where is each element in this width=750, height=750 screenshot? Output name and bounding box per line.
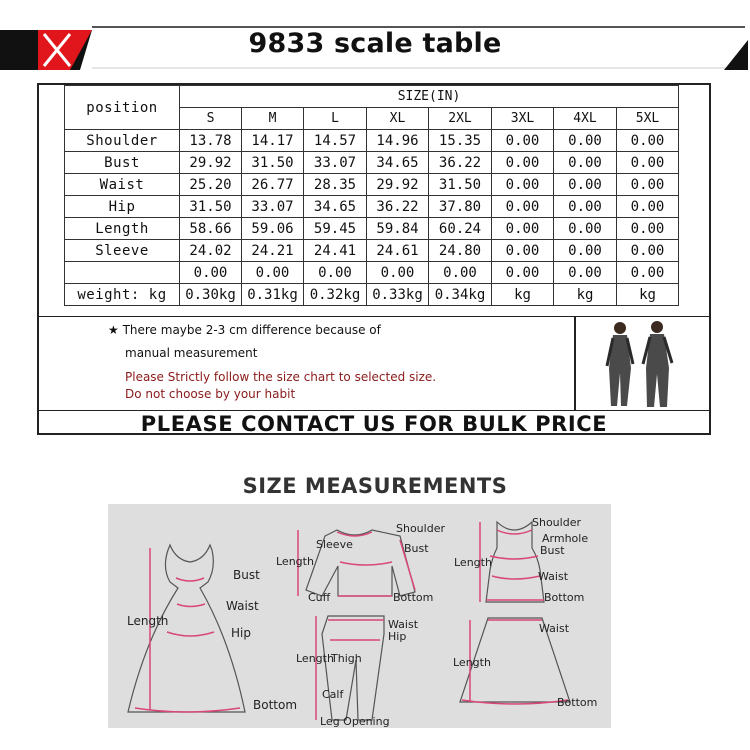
table-cell: 26.77 (242, 174, 304, 196)
table-cell: kg (617, 284, 679, 306)
table-cell: 34.65 (367, 152, 429, 174)
size-label: XL (367, 108, 429, 130)
note-follow-chart: Please Strictly follow the size chart to selected size. (125, 370, 437, 384)
table-cell: 36.22 (367, 196, 429, 218)
tank-bust-label: Bust (540, 544, 565, 557)
table-cell: 0.00 (492, 262, 554, 284)
table-cell: kg (554, 284, 617, 306)
row-label: Waist (65, 174, 180, 196)
table-cell: 0.00 (617, 174, 679, 196)
position-header: position (65, 86, 180, 130)
tank-shoulder-label: Shoulder (532, 516, 581, 529)
table-cell: 24.02 (180, 240, 242, 262)
skirt-bottom-label: Bottom (557, 696, 598, 709)
table-cell: 0.00 (242, 262, 304, 284)
size-label: 3XL (492, 108, 554, 130)
table-cell: 0.00 (492, 218, 554, 240)
table-cell: 0.00 (492, 130, 554, 152)
table-cell: 37.80 (429, 196, 492, 218)
pants-outline-icon (322, 616, 384, 720)
table-cell: 31.50 (429, 174, 492, 196)
pants-thigh-label: Thigh (331, 652, 362, 665)
note-habit: Do not choose by your habit (125, 387, 296, 401)
top-shoulder-label: Shoulder (396, 522, 445, 535)
table-cell: 14.17 (242, 130, 304, 152)
table-cell: 0.30kg (180, 284, 242, 306)
table-cell: 33.07 (304, 152, 367, 174)
row-label: Shoulder (65, 130, 180, 152)
dress-outline-icon (128, 545, 245, 712)
table-cell: 24.61 (367, 240, 429, 262)
table-cell: 29.92 (367, 174, 429, 196)
dress-hip-label: Hip (231, 626, 251, 640)
top-sleeve-label: Sleeve (316, 538, 353, 551)
dress-bottom-label: Bottom (253, 698, 298, 712)
table-cell: 29.92 (180, 152, 242, 174)
bulk-price-banner: PLEASE CONTACT US FOR BULK PRICE (37, 410, 711, 436)
table-cell: 36.22 (429, 152, 492, 174)
table-cell: 0.00 (429, 262, 492, 284)
dress-waist-label: Waist (226, 599, 259, 613)
table-cell: 59.06 (242, 218, 304, 240)
table-cell: 0.00 (492, 196, 554, 218)
table-cell: 0.33kg (367, 284, 429, 306)
table-cell: 59.84 (367, 218, 429, 240)
table-cell: 0.00 (554, 174, 617, 196)
size-label: S (180, 108, 242, 130)
table-cell: 0.00 (554, 262, 617, 284)
tank-length-label: Length (454, 556, 492, 569)
pants-waist-label: Waist (388, 618, 419, 631)
table-cell: 0.34kg (429, 284, 492, 306)
table-cell: 34.65 (304, 196, 367, 218)
table-cell: 0.31kg (242, 284, 304, 306)
table-cell: 0.32kg (304, 284, 367, 306)
table-cell: 0.00 (617, 262, 679, 284)
table-cell: 0.00 (617, 130, 679, 152)
table-cell: 60.24 (429, 218, 492, 240)
top-cuff-label: Cuff (308, 591, 331, 604)
table-cell: 0.00 (617, 152, 679, 174)
table-cell: 31.50 (242, 152, 304, 174)
tank-bottom-label: Bottom (544, 591, 585, 604)
pants-length-label: Length (296, 652, 334, 665)
table-cell: 58.66 (180, 218, 242, 240)
table-cell: 0.00 (554, 218, 617, 240)
table-cell: 28.35 (304, 174, 367, 196)
table-cell: 0.00 (554, 240, 617, 262)
table-cell: 59.45 (304, 218, 367, 240)
pants-hip-label: Hip (388, 630, 407, 643)
table-cell: 0.00 (617, 218, 679, 240)
row-label: Hip (65, 196, 180, 218)
size-header: SIZE(IN) (180, 86, 679, 108)
table-cell: 0.00 (492, 174, 554, 196)
table-cell: 0.00 (554, 130, 617, 152)
table-cell: 31.50 (180, 196, 242, 218)
row-label: Bust (65, 152, 180, 174)
measurements-title: SIZE MEASUREMENTS (242, 474, 508, 498)
dress-length-label: Length (127, 614, 169, 628)
size-label: 4XL (554, 108, 617, 130)
table-cell: 14.57 (304, 130, 367, 152)
table-cell: 0.00 (617, 240, 679, 262)
size-label: L (304, 108, 367, 130)
table-cell: kg (492, 284, 554, 306)
page-title: 9833 scale table (248, 28, 502, 59)
table-cell: 25.20 (180, 174, 242, 196)
table-cell: 0.00 (492, 240, 554, 262)
table-cell: 0.00 (554, 196, 617, 218)
skirt-length-label: Length (453, 656, 491, 669)
pants-leg-opening-label: Leg Opening (320, 715, 390, 728)
table-cell: 0.00 (180, 262, 242, 284)
table-cell: 24.21 (242, 240, 304, 262)
table-cell: 0.00 (554, 152, 617, 174)
tank-armhole-label: Armhole (542, 532, 589, 545)
size-label: M (242, 108, 304, 130)
table-cell: 0.00 (367, 262, 429, 284)
table-cell: 0.00 (492, 152, 554, 174)
pants-calf-label: Calf (322, 688, 344, 701)
table-cell: 13.78 (180, 130, 242, 152)
note-manual-measurement: manual measurement (125, 346, 258, 360)
tank-waist-label: Waist (538, 570, 569, 583)
dress-bust-label: Bust (233, 568, 260, 582)
row-label: weight: kg (65, 284, 180, 306)
size-label: 5XL (617, 108, 679, 130)
table-cell: 0.00 (304, 262, 367, 284)
row-label: Length (65, 218, 180, 240)
note-difference: ★ There maybe 2-3 cm difference because of (108, 323, 381, 337)
top-bust-label: Bust (404, 542, 429, 555)
table-cell: 33.07 (242, 196, 304, 218)
row-label: Sleeve (65, 240, 180, 262)
top-length-label: Length (276, 555, 314, 568)
top-bottom-label: Bottom (393, 591, 434, 604)
table-cell: 15.35 (429, 130, 492, 152)
skirt-waist-label: Waist (539, 622, 570, 635)
table-cell: 24.80 (429, 240, 492, 262)
table-cell: 14.96 (367, 130, 429, 152)
table-cell: 0.00 (617, 196, 679, 218)
table-cell: 24.41 (304, 240, 367, 262)
size-label: 2XL (429, 108, 492, 130)
